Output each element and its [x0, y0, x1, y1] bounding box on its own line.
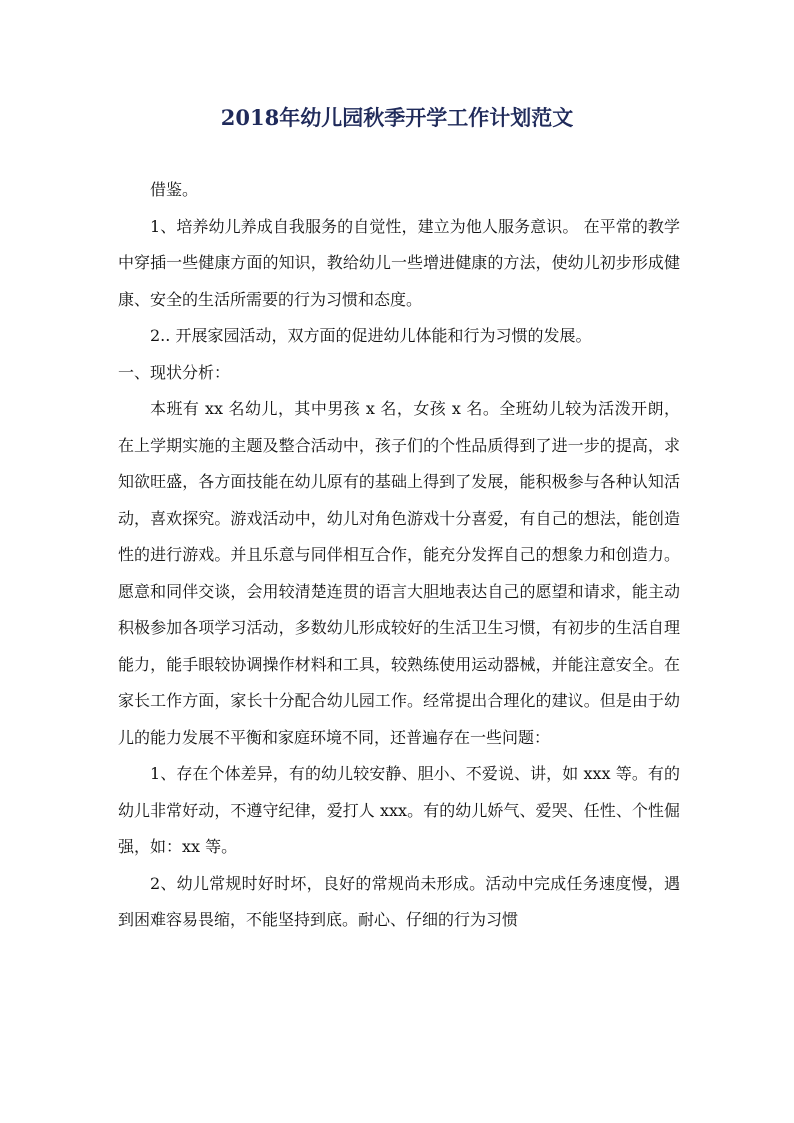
document-body	[118, 172, 680, 939]
paragraph-problem-2: 2、幼儿常规时好时坏，良好的常规尚未形成。活动中完成任务速度慢，遇到困难容易畏缩，不能坚持到底。耐心、仔细的行为习惯	[118, 873, 680, 929]
paragraph-item-2: 2.. 开展家园活动，双方面的促进幼儿体能和行为习惯的发展。	[150, 326, 592, 345]
paragraph-item-1: 1、培养幼儿养成自我服务的自觉性，建立为他人服务意识。 在平常的教学中穿插一些健康方面的知识，教给幼儿一些增进健康的方法，使幼儿初步形成健康、安全的生活所需要的行为习惯和态度。	[118, 216, 680, 309]
section-heading: 一、现状分析：	[118, 362, 231, 382]
paragraph-intro: 借鉴。	[150, 180, 199, 199]
paragraph-analysis: 本班有 xx 名幼儿，其中男孩 x 名，女孩 x 名。全班幼儿较为活泼开朗，在上学期实施的主题及整合活动中，孩子们的个性品质得到了进一步的提高，求知欲旺盛，各方面技能在幼儿原有的基础上得到了发展，能积极参与各种认知活动，喜欢探究。游戏活动中，幼儿对角色游戏十分喜爱，有自己的想法，能创造性的进行游戏。并且乐意与同伴相互合作，能充分发挥自己的想象力和创造力。愿意和同伴交谈，会用较清楚连贯的语言大胆地表达自己的愿望和请求，能主动积极参加各项学习活动，多数幼儿形成较好的生活卫生习惯，有初步的生活自理能力，能手眼较协调操作材料和工具，较熟练使用运动器械，并能注意安全。在家长工作方面，家长十分配合幼儿园工作。经常提出合理化的建议。但是由于幼儿的能力发展不平衡和家庭环境不同，还普遍存在一些问题：	[118, 399, 680, 747]
paragraph-problem-1: 1、存在个体差异，有的幼儿较安静、胆小、不爱说、讲，如 xxx 等。有的幼儿非常好动，不遵守纪律，爱打人 xxx。有的幼儿娇气、爱哭、任性、个性倔强，如：xx 等。	[118, 764, 680, 856]
document-title: 2018年幼儿园秋季开学工作计划范文	[220, 105, 574, 130]
